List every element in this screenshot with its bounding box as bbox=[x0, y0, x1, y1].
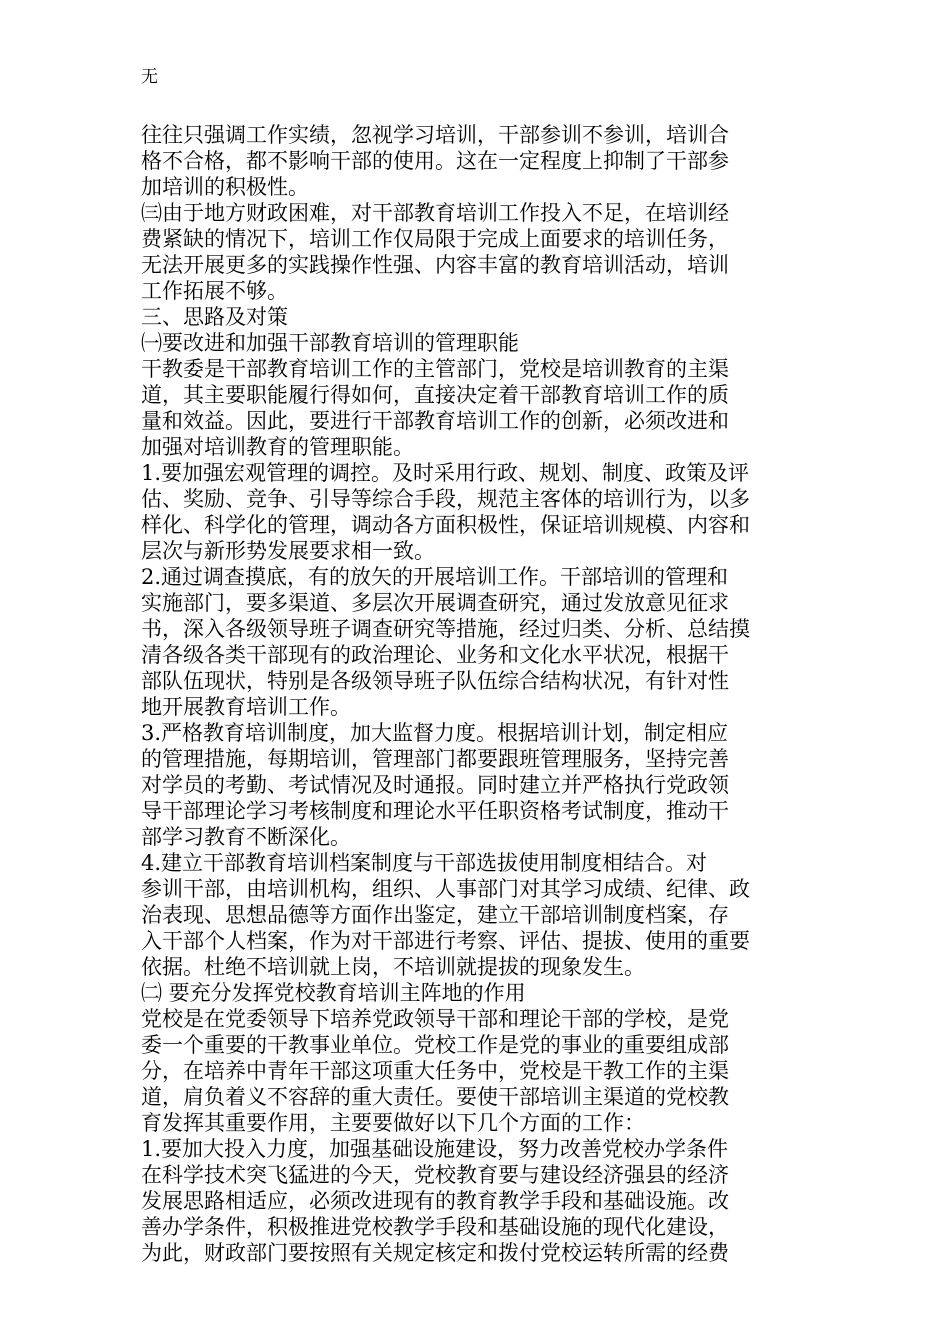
text-line: 党校是在党委领导下培养党政领导干部和理论干部的学校，是党 bbox=[141, 1007, 729, 1031]
text-line: 费紧缺的情况下，培训工作仅局限于完成上面要求的培训任务， bbox=[141, 227, 729, 251]
text-line: 1.要加大投入力度，加强基础设施建设，努力改善党校办学条件 bbox=[141, 1137, 729, 1161]
text-line: 入干部个人档案，作为对干部进行考察、评估、提拔、使用的重要 bbox=[141, 929, 750, 953]
text-line: 工作拓展不够。 bbox=[141, 279, 288, 303]
text-line: 为此，财政部门要按照有关规定核定和拨付党校运转所需的经费 bbox=[141, 1241, 729, 1265]
text-line: ㈠要改进和加强干部教育培训的管理职能 bbox=[141, 331, 519, 355]
text-line: 善办学条件，积极推进党校教学手段和基础设施的现代化建设， bbox=[141, 1215, 729, 1239]
text-line: 委一个重要的干教事业单位。党校工作是党的事业的重要组成部 bbox=[141, 1033, 729, 1057]
text-line: 量和效益。因此，要进行干部教育培训工作的创新，必须改进和 bbox=[141, 409, 729, 433]
text-line: 2.通过调查摸底，有的放矢的开展培训工作。干部培训的管理和 bbox=[141, 565, 729, 589]
page-header-mark: 无 bbox=[141, 67, 158, 87]
text-line: 分，在培养中青年干部这项重大任务中，党校是干教工作的主渠 bbox=[141, 1059, 729, 1083]
text-line: 清各级各类干部现有的政治理论、业务和文化水平状况，根据干 bbox=[141, 643, 729, 667]
text-line: 往往只强调工作实绩，忽视学习培训，干部参训不参训，培训合 bbox=[141, 123, 729, 147]
text-line: 依据。杜绝不培训就上岗，不培训就提拔的现象发生。 bbox=[141, 955, 645, 979]
text-line: 道，肩负着义不容辞的重大责任。要使干部培训主渠道的党校教 bbox=[141, 1085, 729, 1109]
text-line: 地开展教育培训工作。 bbox=[141, 695, 351, 719]
text-line: 加培训的积极性。 bbox=[141, 175, 309, 199]
text-line: 3.严格教育培训制度，加大监督力度。根据培训计划，制定相应 bbox=[141, 721, 729, 745]
text-line: 育发挥其重要作用，主要要做好以下几个方面的工作： bbox=[141, 1111, 645, 1135]
text-line: ㈢由于地方财政困难，对干部教育培训工作投入不足，在培训经 bbox=[141, 201, 729, 225]
text-line: 估、奖励、竞争、引导等综合手段，规范主客体的培训行为，以多 bbox=[141, 487, 750, 511]
text-line: 部学习教育不断深化。 bbox=[141, 825, 351, 849]
text-line: 1.要加强宏观管理的调控。及时采用行政、规划、制度、政策及评 bbox=[141, 461, 750, 485]
document-body bbox=[141, 122, 816, 1266]
text-line: 对学员的考勤、考试情况及时通报。同时建立并严格执行党政领 bbox=[141, 773, 729, 797]
text-line: 发展思路相适应，必须改进现有的教育教学手段和基础设施。改 bbox=[141, 1189, 729, 1213]
text-line: 的管理措施，每期培训，管理部门都要跟班管理服务，坚持完善 bbox=[141, 747, 729, 771]
text-line: 导干部理论学习考核制度和理论水平任职资格考试制度，推动干 bbox=[141, 799, 729, 823]
text-line: 无法开展更多的实践操作性强、内容丰富的教育培训活动，培训 bbox=[141, 253, 729, 277]
text-line: 干教委是干部教育培训工作的主管部门，党校是培训教育的主渠 bbox=[141, 357, 729, 381]
text-line: 实施部门，要多渠道、多层次开展调查研究，通过发放意见征求 bbox=[141, 591, 729, 615]
text-line: 部队伍现状，特别是各级领导班子队伍综合结构状况，有针对性 bbox=[141, 669, 729, 693]
text-line: 书，深入各级领导班子调查研究等措施，经过归类、分析、总结摸 bbox=[141, 617, 750, 641]
text-line: 治表现、思想品德等方面作出鉴定，建立干部培训制度档案，存 bbox=[141, 903, 729, 927]
text-line: 样化、科学化的管理，调动各方面积极性，保证培训规模、内容和 bbox=[141, 513, 750, 537]
text-line: 三、思路及对策 bbox=[141, 305, 288, 329]
text-line: 在科学技术突飞猛进的今天，党校教育要与建设经济强县的经济 bbox=[141, 1163, 729, 1187]
text-line: 道，其主要职能履行得如何，直接决定着干部教育培训工作的质 bbox=[141, 383, 729, 407]
text-line: 层次与新形势发展要求相一致。 bbox=[141, 539, 435, 563]
text-line: 格不合格，都不影响干部的使用。这在一定程度上抑制了干部参 bbox=[141, 149, 729, 173]
text-line: 参训干部，由培训机构，组织、人事部门对其学习成绩、纪律、政 bbox=[141, 877, 750, 901]
text-line: ㈡ 要充分发挥党校教育培训主阵地的作用 bbox=[141, 981, 526, 1005]
text-line: 加强对培训教育的管理职能。 bbox=[141, 435, 414, 459]
text-line: 4.建立干部教育培训档案制度与干部选拔使用制度相结合。对 bbox=[141, 851, 708, 875]
